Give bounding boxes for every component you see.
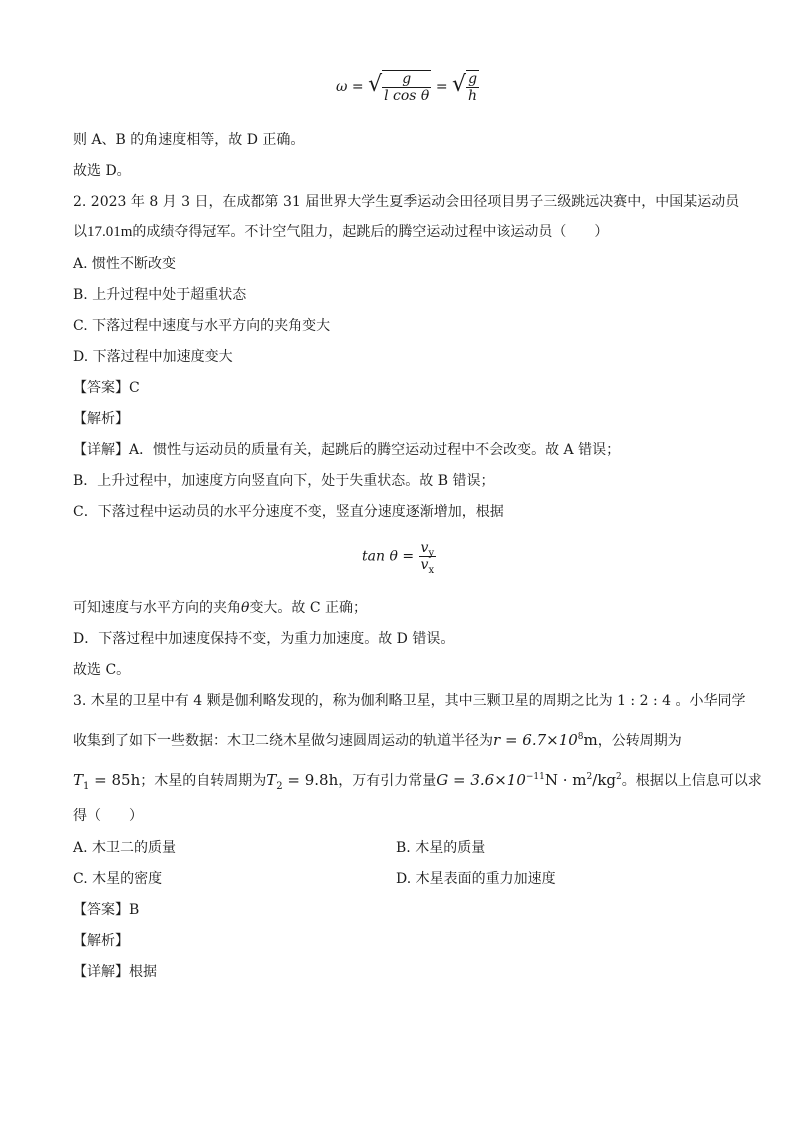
fraction-1-den: l cos θ [384, 88, 430, 104]
q3-detail-line1: 【详解】根据 [73, 964, 157, 980]
text-line: 故选 D。 [73, 163, 131, 179]
q3-stem-text: ；木星的自转周期为 [140, 773, 267, 789]
fraction-1-num: g [402, 71, 412, 87]
g-unit2-exp: 2 [616, 772, 622, 782]
q2-detail-line2: B．上升过程中，加速度方向竖直向下，处于失重状态。故 B 错误； [73, 473, 495, 489]
q2-detail-text: 可知速度与水平方向的夹角 [73, 600, 241, 616]
q3-stem-line1: 3. 木星的卫星中有 4 颗是伽利略发现的，称为伽利略卫星，其中三颗卫星的周期之比为 1 : 2 : 4 。小华同学 [73, 693, 746, 709]
radius-mantissa: r = 6.7×10 [493, 731, 578, 749]
q3-stem-text: ，万有引力常量 [338, 773, 437, 789]
q2-stem-line2 [73, 222, 608, 242]
q2-stem-text: 以 [73, 224, 87, 240]
fraction-tan-num [419, 540, 437, 559]
q3-answer: 【答案】B [73, 902, 140, 918]
period-t1 [73, 771, 141, 792]
gravitational-constant [436, 771, 621, 789]
q3-stem-text: 。根据以上信息可以求 [621, 773, 762, 789]
fraction-tan [419, 540, 437, 576]
radius-value [493, 731, 598, 749]
sqrt-sign-2: √ [452, 72, 467, 97]
fraction-2-num: g [468, 71, 478, 87]
q2-distance: 17.01m [87, 224, 133, 240]
radius-unit: m [583, 731, 598, 749]
g-unit2: /kg [592, 771, 617, 789]
q2-option-c: C. 下落过程中速度与水平方向的夹角变大 [73, 318, 331, 334]
text-line: 则 A、B 的角速度相等，故 D 正确。 [73, 132, 305, 148]
vy-sub: y [428, 548, 435, 559]
q3-stem-line3 [73, 770, 762, 793]
q3-stem-text: 收集到了如下一些数据：木卫二绕木星做匀速圆周运动的轨道半径为 [73, 733, 493, 749]
t1-value: = 85h [89, 771, 141, 789]
theta-symbol: θ [241, 600, 250, 616]
t2-sub: 2 [276, 781, 283, 792]
formula-tan [362, 540, 436, 576]
t2-symbol: T [266, 771, 277, 789]
g-unit: N · m [544, 771, 587, 789]
q2-answer: 【答案】C [73, 380, 140, 396]
q2-option-b: B. 上升过程中处于超重状态 [73, 287, 247, 303]
vy-v: v [420, 540, 429, 556]
vx-v: v [420, 557, 429, 573]
q3-option-d: D. 木星表面的重力加速度 [396, 871, 556, 887]
q2-stem-text: 的成绩夺得冠军。不计空气阻力，起跳后的腾空运动过程中该运动员（ ） [132, 224, 609, 240]
q3-stem-line2 [73, 730, 682, 753]
q2-option-a: A. 惯性不断改变 [73, 256, 177, 272]
tan-lhs: tan θ = [362, 548, 415, 565]
q2-detail-text: 变大。故 C 正确； [249, 600, 368, 616]
formula-omega [336, 70, 479, 104]
fraction-2-den: h [468, 88, 478, 104]
g-mantissa: G = 3.6×10 [436, 771, 526, 789]
q2-detail-line4 [73, 598, 367, 618]
t1-symbol: T [73, 771, 84, 789]
t2-value: = 9.8h [282, 771, 339, 789]
sqrt-sign: √ [368, 72, 383, 97]
q2-detail-line1: 【详解】A．惯性与运动员的质量有关，起跳后的腾空运动过程中不会改变。故 A 错误； [73, 442, 621, 458]
t1-sub: 1 [83, 781, 90, 792]
q2-conclusion: 故选 C。 [73, 662, 131, 678]
q3-stem-text: ，公转周期为 [597, 733, 682, 749]
fraction-1 [382, 70, 431, 104]
q3-option-c: C. 木星的密度 [73, 871, 163, 887]
q2-analysis-heading: 【解析】 [73, 411, 129, 427]
radius-exponent: 8 [577, 732, 584, 742]
q2-detail-line3: C．下落过程中运动员的水平分速度不变，竖直分速度逐渐增加，根据 [73, 504, 504, 520]
q2-stem-line1: 2. 2023 年 8 月 3 日，在成都第 31 届世界大学生夏季运动会田径项目男子三级跳远决赛中，中国某运动员 [73, 194, 740, 210]
q3-stem-line4: 得（ ） [73, 808, 143, 824]
q2-option-d: D. 下落过程中加速度变大 [73, 349, 233, 365]
q3-option-a: A. 木卫二的质量 [73, 840, 177, 856]
g-exponent: −11 [525, 772, 545, 782]
fraction-2 [466, 70, 479, 104]
q3-option-b: B. 木星的质量 [396, 840, 486, 856]
omega-lhs: ω = [336, 79, 364, 95]
q3-analysis-heading: 【解析】 [73, 933, 129, 949]
equals-sign: = [435, 79, 448, 95]
period-t2 [266, 771, 339, 792]
g-unit-exp: 2 [586, 772, 593, 782]
vx-sub: x [428, 565, 435, 576]
q2-detail-line5: D．下落过程中加速度保持不变，为重力加速度。故 D 错误。 [73, 631, 455, 647]
